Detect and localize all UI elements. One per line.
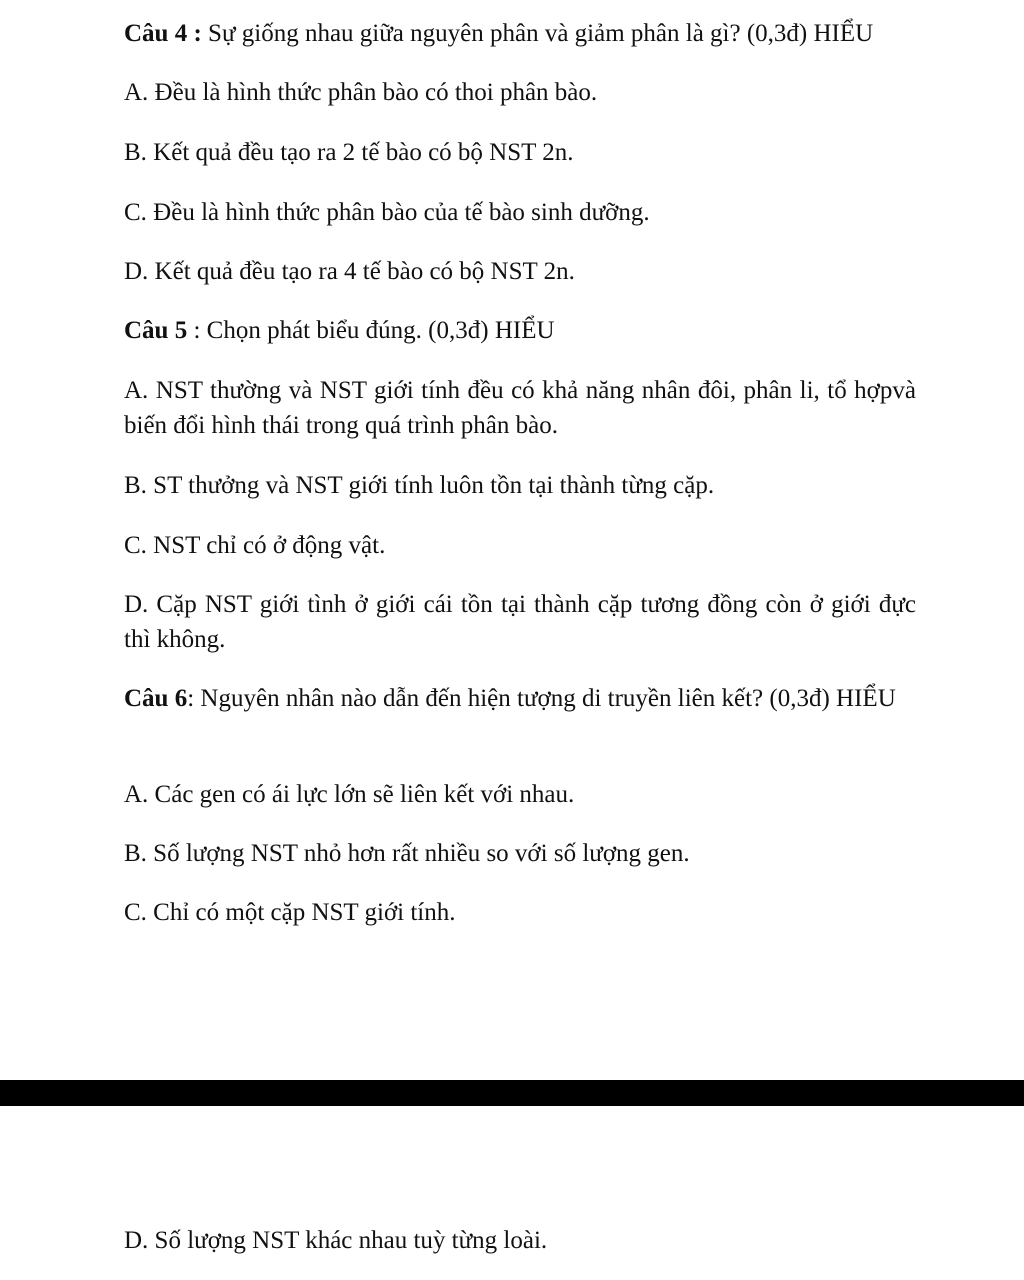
question-5-label: Câu 5: [124, 317, 188, 344]
question-6-heading: [124, 681, 916, 716]
question-6-option-a: A. Các gen có ái lực lớn sẽ liên kết với nhau.: [124, 781, 575, 808]
question-5-option-b: B. ST thưởng và NST giới tính luôn tồn tại thành từng cặp.: [124, 472, 715, 499]
question-4-option-a: A. Đều là hình thức phân bào có thoi phân bào.: [124, 79, 598, 106]
question-4-option-d: D. Kết quả đều tạo ra 4 tế bào có bộ NST 2n.: [124, 258, 575, 285]
question-5-option-d: D. Cặp NST giới tình ở giới cái tồn tại thành cặp tương đồng còn ở giới đực thì không.: [124, 591, 916, 653]
question-5-option-a: A. NST thường và NST giới tính đều có khả năng nhân đôi, phân li, tổ hợpvà biến đổi hình thái trong quá trình phân bào.: [124, 377, 916, 439]
question-6-option-b: B. Số lượng NST nhỏ hơn rất nhiều so với số lượng gen.: [124, 840, 690, 867]
document-page-2: [0, 1106, 1024, 1280]
question-6-option-c: C. Chỉ có một cặp NST giới tính.: [124, 899, 456, 926]
question-6-text: : Nguyên nhân nào dẫn đến hiện tượng di truyền liên kết? (0,3đ) HIỂU: [187, 685, 896, 712]
question-4-heading: [124, 17, 873, 51]
question-4-option-c: C. Đều là hình thức phân bào của tế bào sinh dưỡng.: [124, 199, 650, 226]
question-6-option-d: D. Số lượng NST khác nhau tuỳ từng loài.: [124, 1227, 548, 1254]
question-5-heading: [124, 314, 555, 348]
question-5-option-c: C. NST chỉ có ở động vật.: [124, 532, 386, 559]
question-4-option-b: B. Kết quả đều tạo ra 2 tế bào có bộ NST 2n.: [124, 139, 574, 166]
question-4-label: Câu 4 :: [124, 20, 202, 47]
question-6-label: Câu 6: [124, 685, 188, 712]
question-5-text: : Chọn phát biểu đúng. (0,3đ) HIỂU: [187, 317, 555, 344]
page-break-divider: [0, 1080, 1024, 1106]
question-4-text: Sự giống nhau giữa nguyên phân và giảm phân là gì? (0,3đ) HIỂU: [201, 20, 874, 47]
